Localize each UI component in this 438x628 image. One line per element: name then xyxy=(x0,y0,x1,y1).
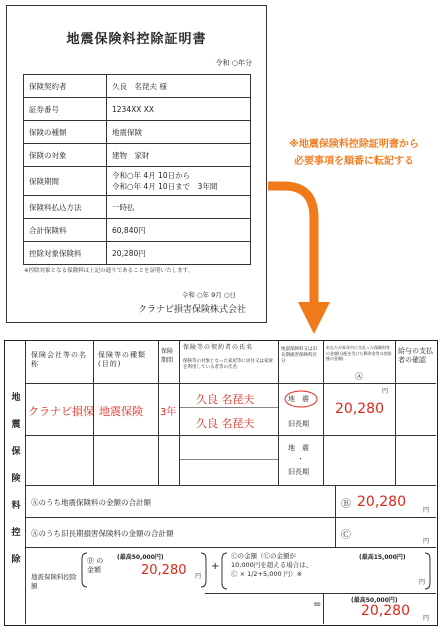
cert-value xyxy=(107,167,251,196)
header-insured: 保険等の対象となった家屋等に居住又は家財を利用している者等の氏名 xyxy=(183,359,273,370)
cert-key: 保険期間 xyxy=(24,167,107,196)
deduction-c-unit: 円 xyxy=(419,579,426,586)
row1-class-earthquake: 地 震 xyxy=(288,395,309,403)
sum-c-mark: Ⓒ xyxy=(341,530,351,541)
cert-value: 1234XX XX xyxy=(107,98,251,121)
header-amount: あなたが本年中に支払った保険料等の金額(分配を受けた剰余金等の控除後の金額) xyxy=(326,345,392,361)
row1-kind: 地震保険 xyxy=(99,405,143,418)
sum-b-label: Ⓐのうち地震保険料の金額の合計額 xyxy=(31,498,151,507)
cert-key: 保険契約者 xyxy=(24,75,107,98)
deduction-c-text-3: Ⓒ × 1/2+5,000 円）※ xyxy=(231,570,303,578)
row1-insured: 久良 名琵夫 xyxy=(196,417,255,430)
deduction-c-text-1: Ⓒの金額（Ⓒの金額が xyxy=(231,552,296,560)
deduction-c-text-2: 10,000円を超える場合は、 xyxy=(231,561,313,569)
deduction-total-max: (最高50,000円) xyxy=(351,597,398,604)
deduction-b-value: 20,280 xyxy=(141,563,187,578)
deduction-label: 地震保険料控除額 xyxy=(31,573,77,590)
row1-period: 3年 xyxy=(160,407,177,418)
deduction-b-unit: 円 xyxy=(195,573,202,580)
row1-contractor: 久良 名琵夫 xyxy=(196,393,255,406)
row2-class-earthquake: 地 震 xyxy=(288,444,309,452)
cert-key: 保険料払込方法 xyxy=(24,196,107,219)
certificate-company: クラナビ損害保険株式会社 xyxy=(137,305,246,315)
cert-key: 保険の対象 xyxy=(24,144,107,167)
cert-value: 建物 家財 xyxy=(107,144,251,167)
row2-dot: ・ xyxy=(297,455,304,463)
deduction-equals: = xyxy=(313,599,322,610)
cert-key: 証券番号 xyxy=(24,98,107,121)
certificate-table xyxy=(23,74,251,265)
certificate-note: ※控除対象となる保険料は上記の通りであることを証明いたします。 xyxy=(24,268,194,274)
sum-c-unit: 円 xyxy=(423,538,430,545)
deduction-certificate xyxy=(6,5,267,323)
row2-class-oldlong: 旧長期 xyxy=(288,468,309,476)
cert-period-to: 令和○年 4月 10日まで 3年間 xyxy=(112,182,218,191)
row1-class-oldlong: 旧長期 xyxy=(288,420,309,428)
header-kind: 保険等の種類(目的) xyxy=(98,351,146,368)
cert-key: 控除対象保険料 xyxy=(24,242,107,265)
cert-key: 保険の種類 xyxy=(24,121,107,144)
header-contractor: 保険等の契約者の氏名 xyxy=(183,344,254,351)
row1-unit: 円 xyxy=(382,388,389,395)
cert-key: 合計保険料 xyxy=(24,219,107,242)
cert-value: 一時払 xyxy=(107,196,251,219)
row1-company: クラナビ損保 xyxy=(28,405,94,418)
cert-value: 60,840円 xyxy=(107,219,251,242)
deduction-b-label: Ⓑ の金額 xyxy=(87,557,104,574)
header-amount-mark: Ⓐ xyxy=(355,372,363,381)
certificate-issue-date: 令和 ○年 9月 ○日 xyxy=(181,291,236,299)
header-company: 保険会社等の名称 xyxy=(31,351,87,368)
side-label: 地 震 保 険 料 控 除 xyxy=(11,393,21,565)
deduction-total-value: 20,280 xyxy=(361,603,410,619)
sum-c-label: Ⓐのうち旧長期損害保険料の金額の合計額 xyxy=(31,529,174,538)
sum-b-unit: 円 xyxy=(423,507,430,514)
callout-line-1: ※地震保険料控除証明書から xyxy=(289,139,419,150)
cert-value: 20,280円 xyxy=(107,242,251,265)
certificate-title: 地震保険料控除証明書 xyxy=(66,32,207,47)
callout-line-2: 必要事項を順番に転記する xyxy=(294,156,414,167)
instruction-callout xyxy=(270,136,438,170)
deduction-total-unit: 円 xyxy=(423,615,430,622)
row1-amount: 20,280 xyxy=(335,401,384,417)
sum-b-value: 20,280 xyxy=(357,494,406,510)
sum-b-mark: Ⓑ xyxy=(341,499,351,510)
deduction-c-max: (最高15,000円) xyxy=(359,554,406,561)
cert-period-from: 令和○年 4月 10日から xyxy=(112,171,191,180)
orange-arrow-icon xyxy=(262,178,332,342)
header-class: 地震保険料又は旧長期損害保険料区分 xyxy=(281,347,317,364)
cert-value: 久良 名琵夫 様 xyxy=(107,75,251,98)
header-relation: 給与の支払者の確認 xyxy=(398,347,433,364)
earthquake-deduction-form xyxy=(4,340,438,626)
certificate-year: 令和 ○年分 xyxy=(215,59,252,67)
header-period: 保険期間 xyxy=(161,348,174,364)
deduction-plus: + xyxy=(211,561,220,572)
cert-value: 地震保険 xyxy=(107,121,251,144)
deduction-b-max: (最高50,000円) xyxy=(117,554,164,561)
